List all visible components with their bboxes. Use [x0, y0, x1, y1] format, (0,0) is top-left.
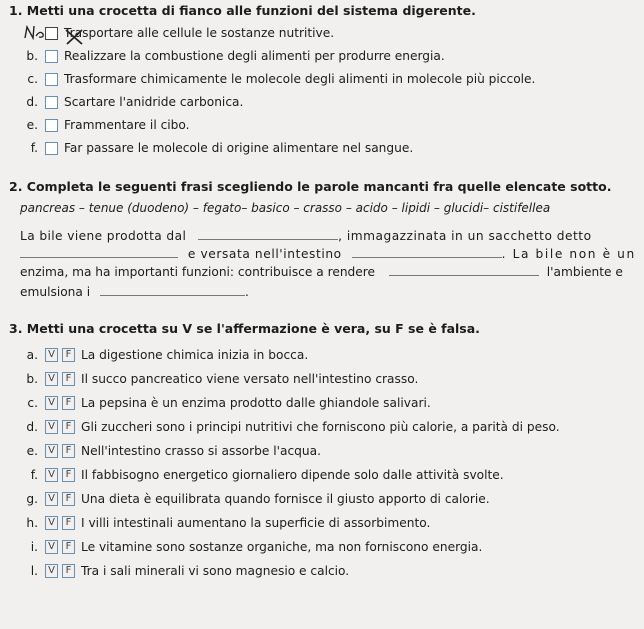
question-3-title: 3. Metti una crocetta su V se l'affermazione è vera, su F se è falsa. [9, 321, 480, 336]
q3-item-h [0, 514, 430, 532]
option-text: Realizzare la combustione degli alimenti per produrre energia. [64, 49, 445, 63]
fill-text: , immagazzinata in un sacchetto detto [338, 229, 592, 243]
q1-option-e[interactable] [0, 116, 190, 134]
true-box[interactable]: V [45, 564, 58, 578]
item-text: Gli zuccheri sono i principi nutritivi che forniscono più calorie, a parità di peso. [81, 420, 560, 434]
item-text: Le vitamine sono sostanze organiche, ma non forniscono energia. [81, 540, 483, 554]
false-box[interactable]: F [62, 516, 75, 530]
option-text: Frammentare il cibo. [64, 118, 190, 132]
q1-option-f[interactable] [0, 139, 413, 157]
checked-cross-icon [64, 28, 84, 46]
false-box[interactable]: F [62, 444, 75, 458]
q1-option-c[interactable] [0, 70, 535, 88]
item-letter: i. [30, 540, 38, 554]
false-box[interactable]: F [62, 492, 75, 506]
item-text: Tra i sali minerali vi sono magnesio e calcio. [81, 564, 350, 578]
false-box[interactable]: F [62, 468, 75, 482]
fill-line-3 [20, 263, 644, 279]
option-text: Trasformare chimicamente le molecole degli alimenti in molecole più piccole. [64, 72, 536, 86]
option-letter: e. [26, 118, 38, 132]
option-text: Trasportare alle cellule le sostanze nutritive. [64, 26, 335, 40]
option-letter: b. [26, 49, 38, 63]
true-box[interactable]: V [45, 348, 58, 362]
true-box[interactable]: V [45, 372, 58, 386]
item-text: La pepsina è un enzima prodotto dalle ghiandole salivari. [81, 396, 431, 410]
item-letter: h. [26, 516, 38, 530]
q1-option-d[interactable] [0, 93, 243, 111]
checkbox[interactable] [45, 96, 58, 109]
true-box[interactable]: V [45, 492, 58, 506]
false-box[interactable]: F [62, 348, 75, 362]
false-box[interactable]: F [62, 420, 75, 434]
q1-option-b[interactable] [0, 47, 445, 65]
fill-line-4 [20, 283, 249, 299]
true-box[interactable]: V [45, 516, 58, 530]
q3-item-a [0, 346, 308, 364]
fill-text: l'ambiente e [546, 265, 623, 279]
fill-text: La bile viene prodotta dal [20, 229, 187, 243]
checkbox[interactable] [45, 73, 58, 86]
item-letter: e. [26, 444, 38, 458]
false-box[interactable]: F [62, 564, 75, 578]
true-box[interactable]: V [45, 540, 58, 554]
option-text: Far passare le molecole di origine alimentare nel sangue. [64, 141, 414, 155]
true-box[interactable]: V [45, 444, 58, 458]
fill-text: . [245, 285, 249, 299]
false-box[interactable]: F [62, 540, 75, 554]
false-box[interactable]: F [62, 396, 75, 410]
true-box[interactable]: V [45, 420, 58, 434]
q3-item-l [0, 562, 349, 580]
item-letter: b. [26, 372, 38, 386]
checkbox[interactable] [45, 27, 58, 40]
question-1-title: 1. Metti una crocetta di fianco alle funzioni del sistema digerente. [9, 3, 476, 18]
blank-3[interactable] [352, 245, 502, 258]
item-letter: l. [30, 564, 38, 578]
question-2-title: 2. Completa le seguenti frasi scegliendo le parole mancanti fra quelle elencate sotto. [9, 179, 612, 194]
q3-item-b [0, 370, 418, 388]
checkbox[interactable] [45, 142, 58, 155]
item-letter: d. [26, 420, 38, 434]
q3-item-f [0, 466, 504, 484]
q3-item-e [0, 442, 321, 460]
q3-item-d [0, 418, 560, 436]
blank-4[interactable] [389, 263, 539, 276]
fill-line-2 [20, 245, 644, 261]
option-letter: f. [30, 141, 38, 155]
option-letter: d. [26, 95, 38, 109]
checkbox[interactable] [45, 50, 58, 63]
item-text: I villi intestinali aumentano la superficie di assorbimento. [81, 516, 431, 530]
option-text: Scartare l'anidride carbonica. [64, 95, 244, 109]
q1-option-a[interactable] [0, 24, 334, 42]
item-text: Il fabbisogno energetico giornaliero dipende solo dalle attività svolte. [81, 468, 504, 482]
item-text: Una dieta è equilibrata quando fornisce il giusto apporto di calorie. [81, 492, 490, 506]
false-box[interactable]: F [62, 372, 75, 386]
word-bank: pancreas – tenue (duodeno) – fegato– basico – crasso – acido – lipidi – glucidi– cistifellea [20, 201, 551, 215]
fill-line-1 [20, 227, 644, 243]
true-box[interactable]: V [45, 396, 58, 410]
item-text: Il succo pancreatico viene versato nell'intestino crasso. [81, 372, 419, 386]
item-letter: g. [26, 492, 38, 506]
item-text: La digestione chimica inizia in bocca. [81, 348, 309, 362]
fill-text: enzima, ma ha importanti funzioni: contribuisce a rendere [20, 265, 376, 279]
q3-item-c [0, 394, 431, 412]
true-box[interactable]: V [45, 468, 58, 482]
blank-2[interactable] [20, 245, 178, 258]
item-text: Nell'intestino crasso si assorbe l'acqua. [81, 444, 321, 458]
checkbox[interactable] [45, 119, 58, 132]
fill-text: emulsiona i [20, 285, 91, 299]
option-letter: c. [27, 72, 38, 86]
q3-item-i [0, 538, 482, 556]
fill-text: e versata nell'intestino [187, 247, 342, 261]
blank-1[interactable] [198, 227, 338, 240]
item-letter: f. [30, 468, 38, 482]
item-letter: c. [27, 396, 38, 410]
q3-item-g [0, 490, 490, 508]
blank-5[interactable] [100, 283, 245, 296]
fill-text: . La bile non è un [501, 247, 636, 261]
item-letter: a. [26, 348, 38, 362]
